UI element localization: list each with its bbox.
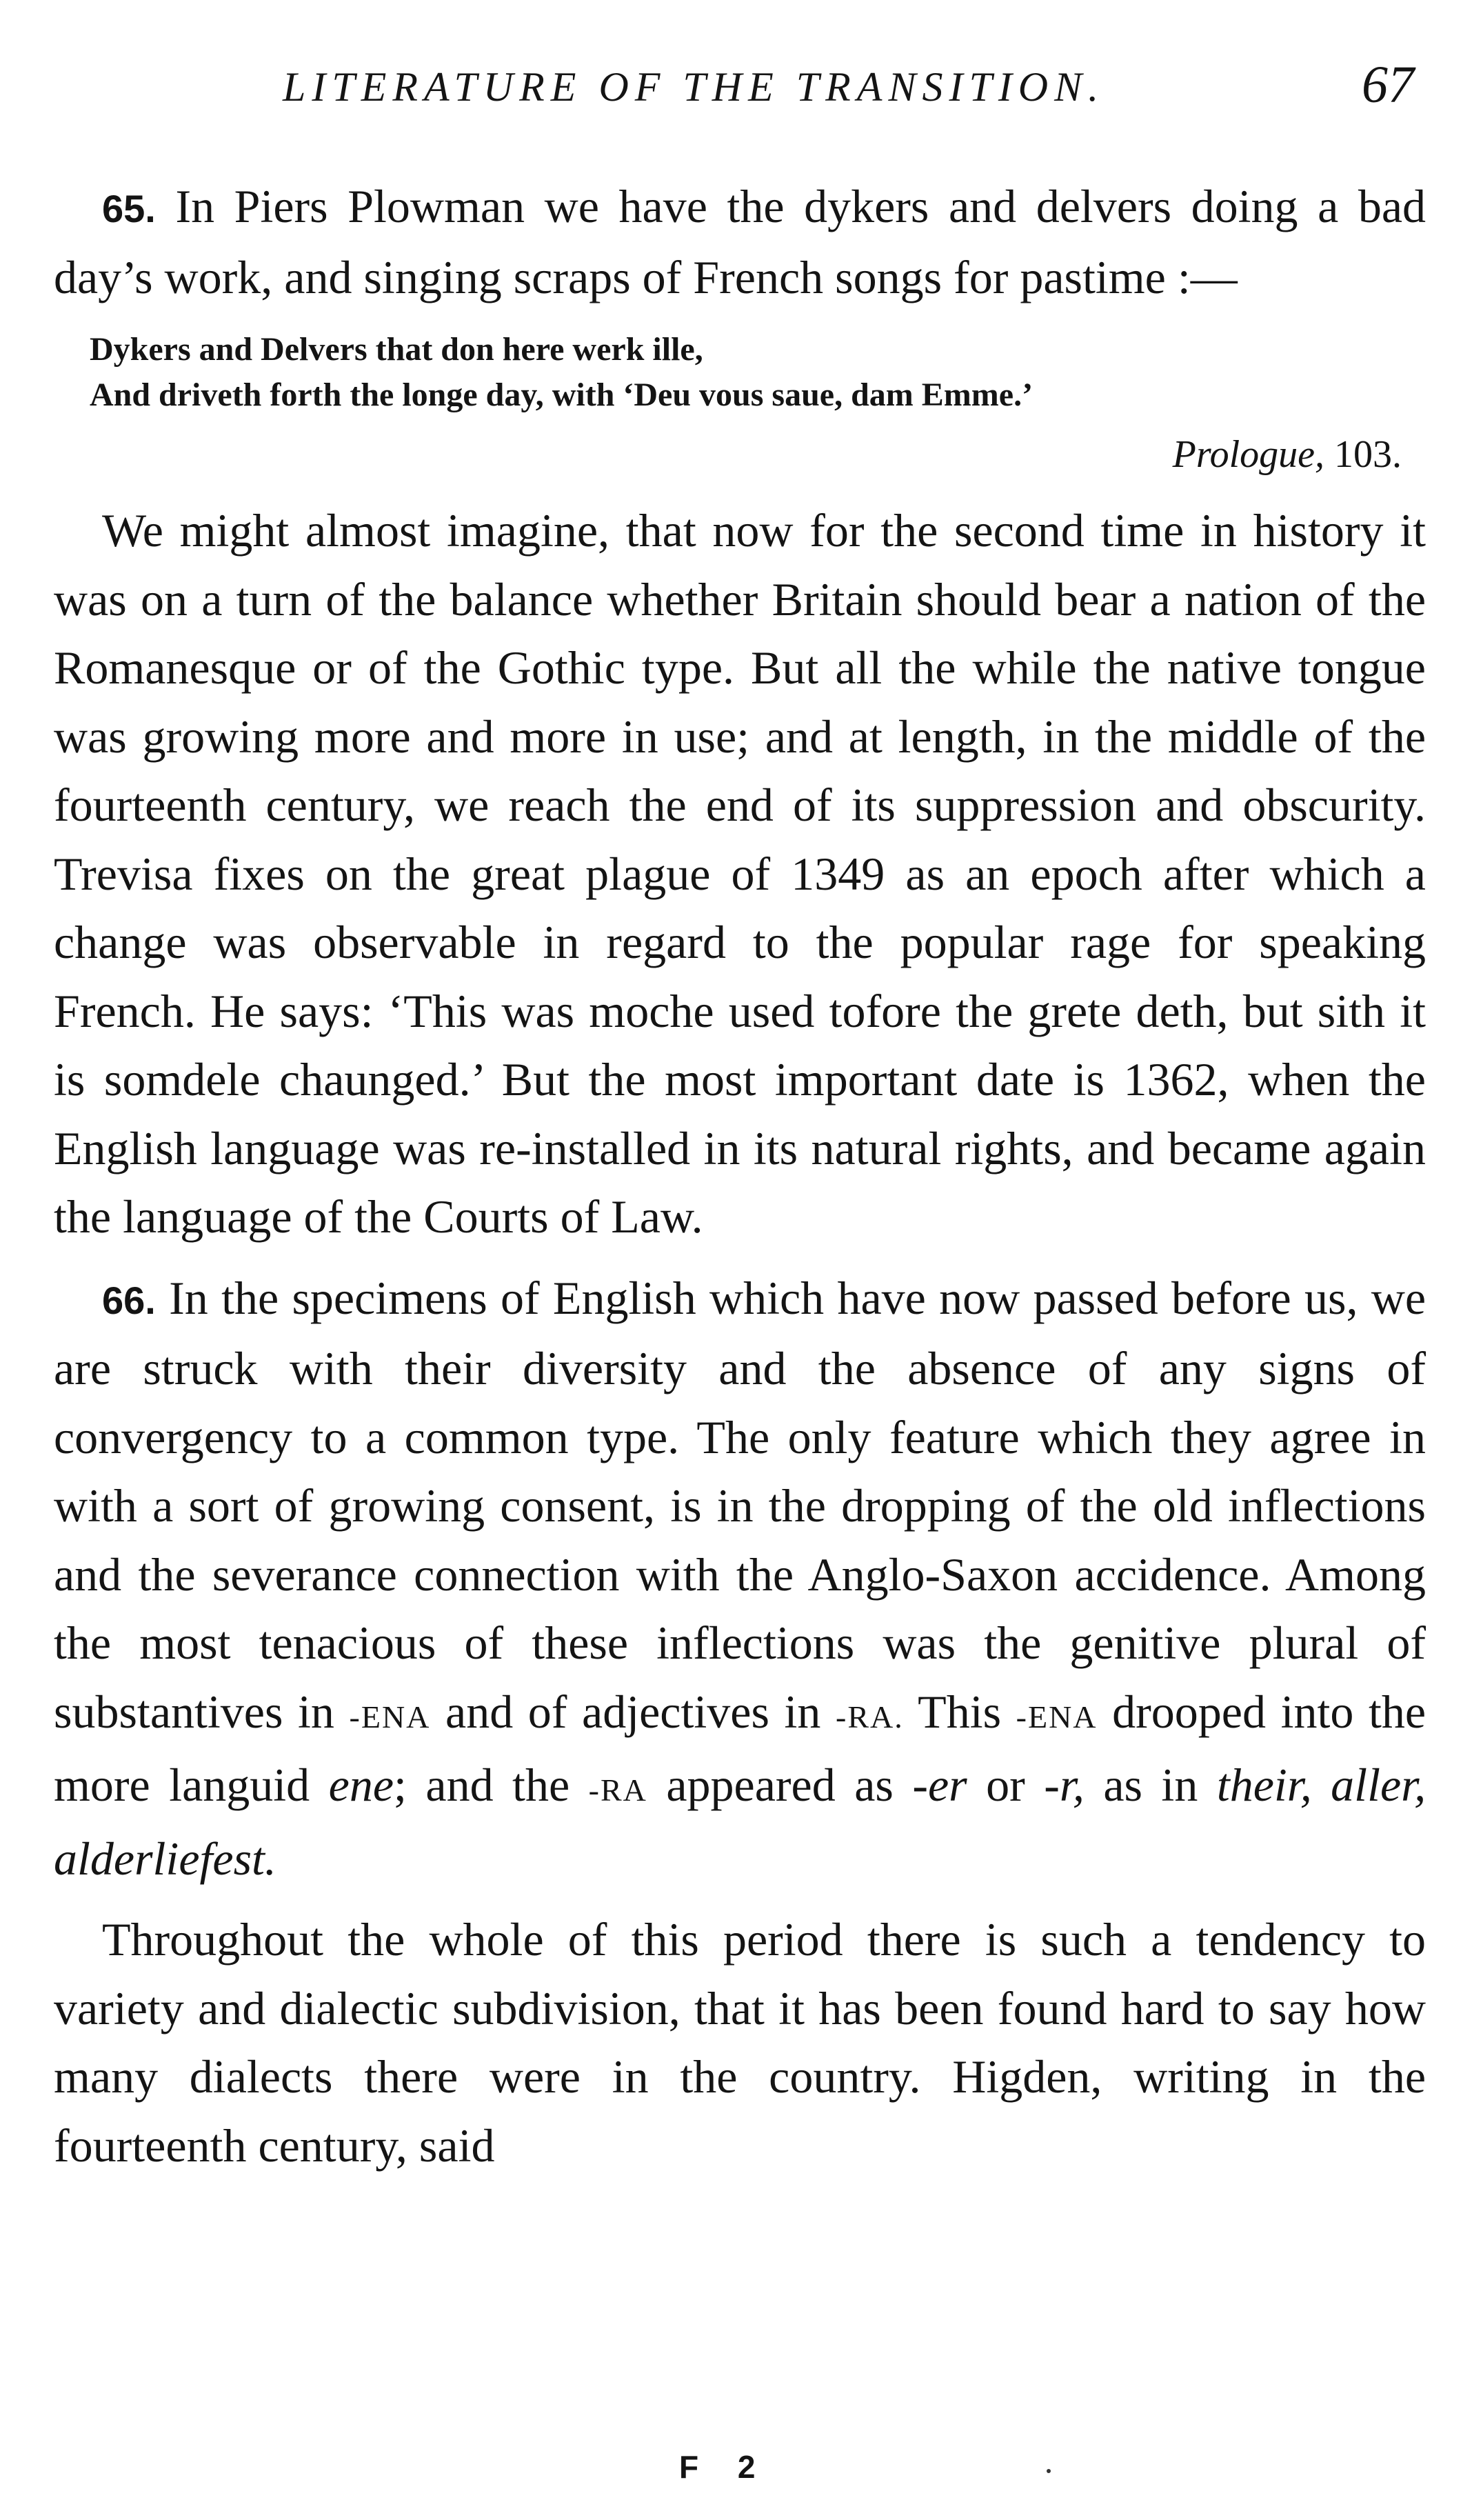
running-head <box>0 48 1472 131</box>
suffix-term: -RA <box>588 1772 647 1808</box>
page-number: 67 <box>1362 56 1414 114</box>
paragraph: Throughout the whole of this period there is such a tendency to variety and dialectic subdivision, that it has been found hard to say how many dialects there were in the country. Higden, writing in the fourteenth century, said <box>54 1913 1426 2172</box>
citation-number: 103. <box>1334 433 1402 476</box>
printing-speck <box>1047 2469 1051 2473</box>
paragraph-text: as in <box>1103 1759 1198 1811</box>
paragraph-text: appeared as <box>666 1759 894 1811</box>
paragraph-65 <box>54 172 1426 312</box>
page-body <box>54 172 1426 2180</box>
verse-line: And driveth forth the longe day, with ‘Deu vous saue, dam Emme.’ <box>90 377 1034 413</box>
paragraph-text: In Piers Plowman we have the dykers and delvers doing a bad day’s work, and singing scraps of French songs for pastime :— <box>54 180 1426 303</box>
section-number: 66. <box>102 1278 156 1322</box>
paragraph-text: and of adjectives in <box>445 1685 821 1738</box>
verse-line: Dykers and Delvers that don here werk ille, <box>90 331 703 368</box>
paragraph-text: This <box>918 1685 1002 1738</box>
italic-word: ene <box>328 1759 394 1811</box>
suffix-term: -ENA <box>349 1699 431 1734</box>
citation-title: Prologue, <box>1172 433 1324 476</box>
italic-word: -er <box>912 1759 967 1811</box>
paragraph: We might almost imagine, that now for the second time in history it was on a turn of the balance whether Britain should bear a nation of the Romanesque or of the Gothic type. But all the while the native tongue was growing more and more in use; and at length, in the middle of the fourteenth century, we reach the end of its suppression and obscurity. Trevisa fixes on the great plague of 1349 as an epoch after which a change was observable in regard to the popular rage for speaking French. He says: ‘This was moche used tofore the grete deth, but sith it is somdele chaunged.’ But the most important date is 1362, when the English language was re-installed in its natural rights, and became again the language of the Courts of Law. <box>54 504 1426 1243</box>
italic-words: their, aller, alderliefest. <box>54 1759 1426 1885</box>
suffix-term: -ENA <box>1016 1699 1098 1734</box>
signature-mark: F 2 <box>679 2449 771 2485</box>
verse-quotation <box>90 327 1396 418</box>
citation <box>54 428 1402 481</box>
paragraph-text: drooped into the more languid <box>54 1685 1426 1811</box>
paragraph-66 <box>54 1264 1426 1894</box>
paragraph-text: In the specimens of English which have now passed before us, we are struck with their diversity and the absence of any signs of convergency to a common type. The only feature which they agree in with a sort of growing consent, is in the dropping of the old inflections and the severance connection with the Anglo-Saxon accidence. Among the most tenacious of these inflections was the genitive plural of substantives in <box>54 1271 1426 1738</box>
section-number: 65. <box>102 187 156 230</box>
suffix-term: -RA. <box>836 1699 904 1734</box>
italic-word: -r, <box>1044 1759 1085 1811</box>
paragraph-text: or <box>986 1759 1025 1811</box>
paragraph-text: ; and the <box>394 1759 570 1811</box>
running-title: LITERATURE OF THE TRANSITION. <box>283 64 1105 110</box>
